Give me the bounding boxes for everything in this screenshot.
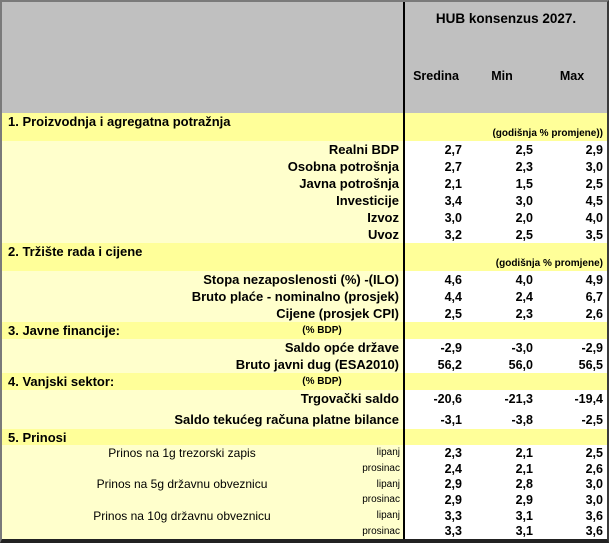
value-sredina: 2,3: [444, 445, 462, 460]
value-sredina: 2,9: [444, 492, 462, 507]
column-header-max: Max: [559, 69, 585, 83]
month-label: prosinac: [362, 525, 400, 537]
value-max: 4,5: [585, 193, 603, 208]
table-row: [2, 492, 607, 508]
row-label: Uvoz: [367, 227, 399, 242]
section-subtitle: (godišnja % promjene): [495, 258, 603, 269]
row-label: Trgovački saldo: [300, 391, 399, 406]
header-right-zone: [405, 2, 607, 113]
section-subtitle: (% BDP): [302, 376, 342, 387]
value-max: 3,6: [585, 524, 603, 539]
value-max: 3,0: [585, 492, 603, 507]
value-min: 2,3: [515, 306, 533, 321]
row-label: Javna potrošnja: [299, 176, 399, 191]
section-subtitle: (% BDP): [302, 325, 342, 336]
value-min: 2,9: [515, 492, 533, 507]
value-max: -19,4: [574, 391, 603, 406]
row-label: Prinos na 5g državnu obveznicu: [96, 477, 268, 492]
value-min: 2,3: [515, 159, 533, 174]
value-max: -2,5: [581, 413, 603, 427]
value-max: 2,9: [585, 142, 603, 157]
value-sredina: 4,4: [444, 289, 462, 304]
section-title: 3. Javne financije:: [8, 323, 120, 338]
section-title: 4. Vanjski sektor:: [8, 374, 115, 389]
section-header-trziste-rada: [2, 243, 607, 271]
row-label: Saldo tekućeg računa platne bilance: [174, 412, 399, 427]
table-row: [2, 305, 607, 322]
table-row: [2, 209, 607, 226]
table-row: [2, 339, 607, 356]
value-min: 4,0: [515, 272, 533, 287]
column-headers: [405, 69, 607, 83]
value-sredina: 2,5: [444, 306, 462, 321]
value-sredina: 3,2: [444, 227, 462, 242]
value-sredina: 2,7: [444, 142, 462, 157]
section-title: 1. Proizvodnja i agregatna potražnja: [8, 114, 231, 129]
value-max: 3,6: [585, 508, 603, 523]
section-header-proizvodnja: [2, 113, 607, 141]
column-divider: [403, 2, 405, 539]
value-min: 2,5: [515, 142, 533, 157]
value-min: -3,0: [511, 340, 533, 355]
section-header-vanjski-sektor: [2, 373, 607, 390]
value-max: 2,5: [585, 176, 603, 191]
month-label: prosinac: [362, 463, 400, 474]
value-min: 56,0: [508, 357, 533, 372]
value-max: 4,9: [585, 272, 603, 287]
value-min: 2,5: [515, 227, 533, 242]
row-label: Bruto plaće - nominalno (prosjek): [191, 289, 399, 304]
row-label: Osobna potrošnja: [287, 159, 399, 174]
table-row: [2, 175, 607, 192]
column-header-sredina: Sredina: [413, 69, 459, 83]
table-row: [2, 476, 607, 492]
table-row: [2, 407, 607, 429]
table-row: [2, 461, 607, 477]
value-sredina: 2,9: [444, 477, 462, 492]
month-label: lipanj: [376, 510, 400, 522]
value-sredina: 3,0: [444, 210, 462, 225]
table-row: [2, 192, 607, 209]
row-label: Prinos na 10g državnu obveznicu: [93, 508, 271, 523]
row-label: Realni BDP: [328, 142, 399, 157]
value-sredina: -20,6: [433, 391, 462, 406]
section-subtitle: (godišnja % promjene)): [492, 128, 603, 139]
table-row: [2, 158, 607, 175]
value-max: 3,0: [585, 159, 603, 174]
value-sredina: 2,4: [444, 461, 462, 476]
column-header-min: Min: [491, 69, 513, 83]
table-row: [2, 523, 607, 539]
yields-rows: [2, 445, 607, 539]
row-label: Stopa nezaposlenosti (%) -(ILO): [203, 272, 399, 287]
row-label: Prinos na 1g trezorski zapis: [108, 445, 256, 460]
value-sredina: 3,4: [444, 193, 462, 208]
value-max: -2,9: [581, 340, 603, 355]
table-row: [2, 356, 607, 373]
table-row: [2, 288, 607, 305]
value-max: 2,5: [585, 445, 603, 460]
value-min: 2,4: [515, 289, 533, 304]
month-label: lipanj: [376, 447, 400, 459]
value-min: 2,8: [515, 477, 533, 492]
value-max: 2,6: [585, 461, 603, 476]
value-min: 3,1: [515, 524, 533, 539]
row-label: Izvoz: [367, 210, 399, 225]
table-row: [2, 271, 607, 288]
value-min: 1,5: [515, 176, 533, 191]
table-row: [2, 141, 607, 158]
value-min: 2,0: [515, 210, 533, 225]
section-title: 2. Tržište rada i cijene: [8, 244, 143, 259]
value-min: 3,0: [515, 193, 533, 208]
value-max: 3,5: [585, 227, 603, 242]
value-min: -21,3: [504, 391, 533, 406]
table-row: [2, 226, 607, 243]
value-max: 2,6: [585, 306, 603, 321]
value-sredina: 56,2: [437, 357, 462, 372]
table-row: [2, 390, 607, 407]
section-title: 5. Prinosi: [8, 429, 67, 445]
table-row: [2, 445, 607, 461]
value-max: 3,0: [585, 477, 603, 492]
value-sredina: 2,7: [444, 159, 462, 174]
month-label: lipanj: [376, 478, 400, 490]
row-label: Investicije: [336, 193, 399, 208]
value-max: 6,7: [585, 289, 603, 304]
table-header: [2, 2, 607, 113]
value-max: 56,5: [578, 357, 603, 372]
table-row: [2, 508, 607, 524]
section-header-javne-financije: [2, 322, 607, 339]
row-label: Cijene (prosjek CPI): [276, 306, 399, 321]
value-min: 3,1: [515, 508, 533, 523]
row-label: Saldo opće države: [284, 340, 399, 355]
value-sredina: -3,1: [440, 413, 462, 427]
value-min: 2,1: [515, 445, 533, 460]
value-sredina: 3,3: [444, 508, 462, 523]
value-max: 4,0: [585, 210, 603, 225]
section-header-prinosi: [2, 429, 607, 445]
value-sredina: 4,6: [444, 272, 462, 287]
value-min: 2,1: [515, 461, 533, 476]
value-sredina: 2,1: [444, 176, 462, 191]
value-min: -3,8: [511, 413, 533, 427]
value-sredina: -2,9: [440, 340, 462, 355]
row-label: Bruto javni dug (ESA2010): [235, 357, 399, 372]
value-sredina: 3,3: [444, 524, 462, 539]
month-label: prosinac: [362, 494, 400, 506]
table-title: HUB konsenzus 2027.: [435, 11, 577, 26]
